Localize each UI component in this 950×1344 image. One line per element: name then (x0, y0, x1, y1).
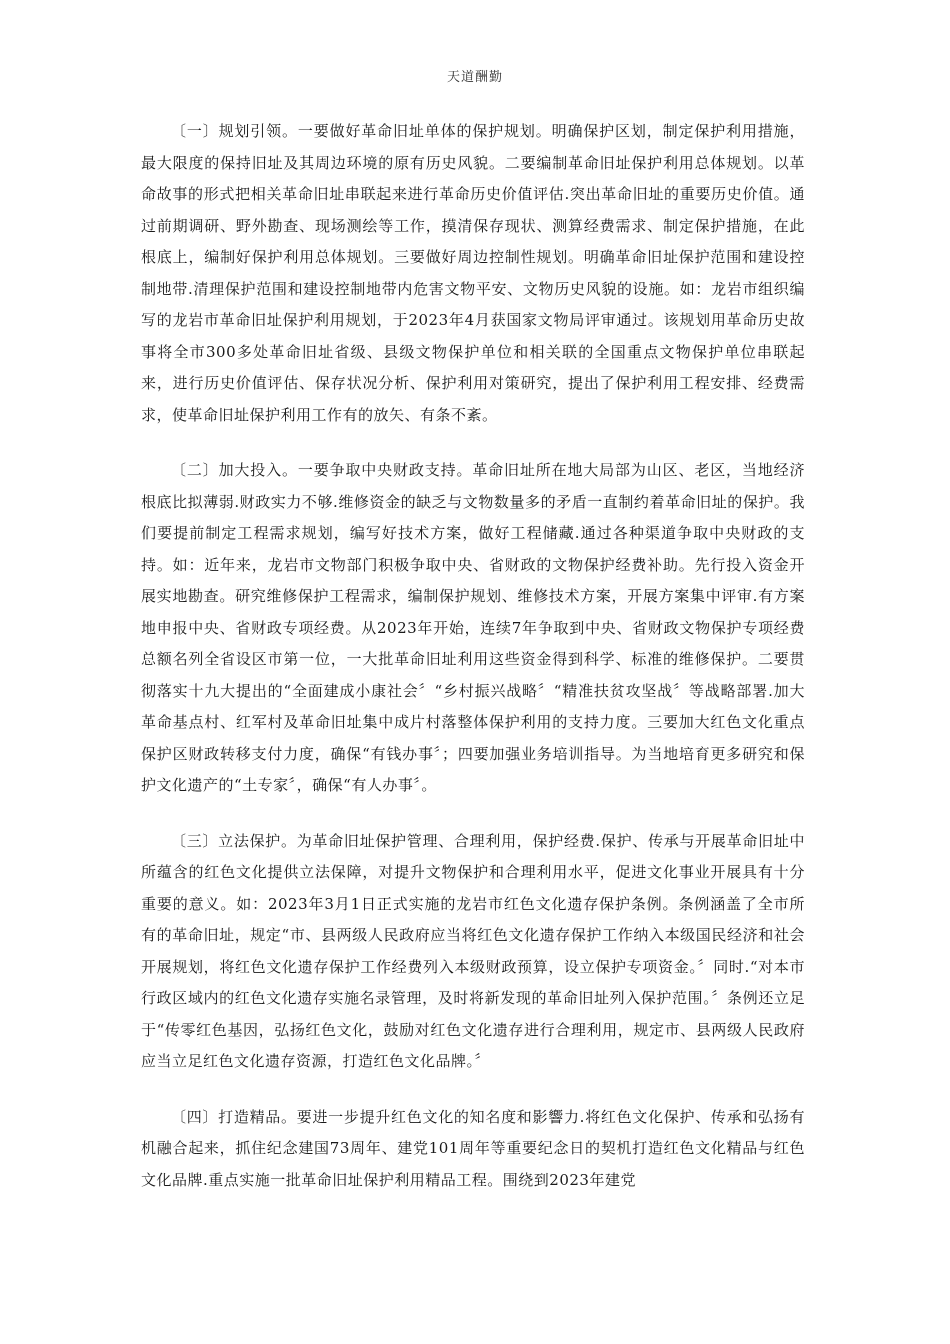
document-body (141, 116, 805, 1220)
paragraph-legislation: 〔三〕立法保护。为革命旧址保护管理、合理利用，保护经费.保护、传承与开展革命旧址中所蕴含的红色文化提供立法保障，对提升文物保护和合理利用水平，促进文化事业开展具有十分重要的意义。如：2023年3月1日正式实施的龙岩市红色文化遗存保护条例。条例涵盖了全市所有的革命旧址，规定“市、县两级人民政府应当将红色文化遗存保护工作纳入本级国民经济和社会开展规划，将红色文化遗存保护工作经费列入本级财政预算，设立保护专项资金。〞同时.“对本市行政区域内的红色文化遗存实施名录管理，及时将新发现的革命旧址列入保护范围。〞条例还立足于“传零红色基因，弘扬红色文化，鼓励对红色文化遗存进行合理利用，规定市、县两级人民政府应当立足红色文化遗存资源，打造红色文化品牌。〞 (141, 831, 805, 1070)
paragraph-planning: 〔一〕规划引领。一要做好革命旧址单体的保护规划。明确保护区划，制定保护利用措施，最大限度的保持旧址及其周边环境的原有历史风貌。二要编制革命旧址保护利用总体规划。以革命故事的形式把相关革命旧址串联起来进行革命历史价值评估.突出革命旧址的重要历史价值。通过前期调研、野外勘查、现场测绘等工作，摸清保存现状、测算经费需求、制定保护措施，在此根底上，编制好保护利用总体规划。三要做好周边控制性规划。明确革命旧址保护范围和建设控制地带.清理保护范围和建设控制地带内危害文物平安、文物历史风貌的设施。如：龙岩市组织编写的龙岩市革命旧址保护利用规划，于2023年4月获国家文物局评审通过。该规划用革命历史故事将全市300多处革命旧址省级、县级文物保护单位和相关联的全国重点文物保护单位串联起来，进行历史价值评估、保存状况分析、保护利用对策研究，提出了保护利用工程安排、经费需求，使革命旧址保护利用工作有的放矢、有条不紊。 (141, 122, 805, 424)
paragraph-quality-projects: 〔四〕打造精品。要进一步提升红色文化的知名度和影響力.将红色文化保护、传承和弘扬有机融合起来，抓住纪念建国73周年、建党101周年等重要纪念日的契机打造红色文化精品与红色文化品牌.重点实施一批革命旧址保护利用精品工程。围绕到2023年建党 (141, 1107, 805, 1189)
paragraph-investment: 〔二〕加大投入。一要争取中央财政支持。革命旧址所在地大局部为山区、老区，当地经济根底比拟薄弱.财政实力不够.维修资金的缺乏与文物数量多的矛盾一直制约着革命旧址的保护。我们要提前制定工程需求规划，编写好技术方案，做好工程储藏.通过各种渠道争取中央财政的支持。如：近年来，龙岩市文物部门积极争取中央、省财政的文物保护经费补助。先行投入资金开展实地勘查。研究维修保护工程需求，编制保护规划、维修技术方案，开展方案集中评审.有方案地申报中央、省财政专项经费。从2023年开始，连续7年争取到中央、省财政文物保护专项经费总额名列全省设区市第一位，一大批革命旧址利用这些资金得到科学、标准的维修保护。二要贯彻落实十九大提出的“全面建成小康社会〞“乡村振兴战略〞“精准扶贫攻坚战〞等战略部署.加大革命基点村、红军村及革命旧址集中成片村落整体保护利用的支持力度。三要加大红色文化重点保护区财政转移支付力度，确保“有钱办事〞；四要加强业务培训指导。为当地培育更多研究和保护文化遗产的“土专家〞，确保“有人办事〞。 (141, 461, 805, 794)
page-header: 天道酬勤 (446, 70, 503, 85)
